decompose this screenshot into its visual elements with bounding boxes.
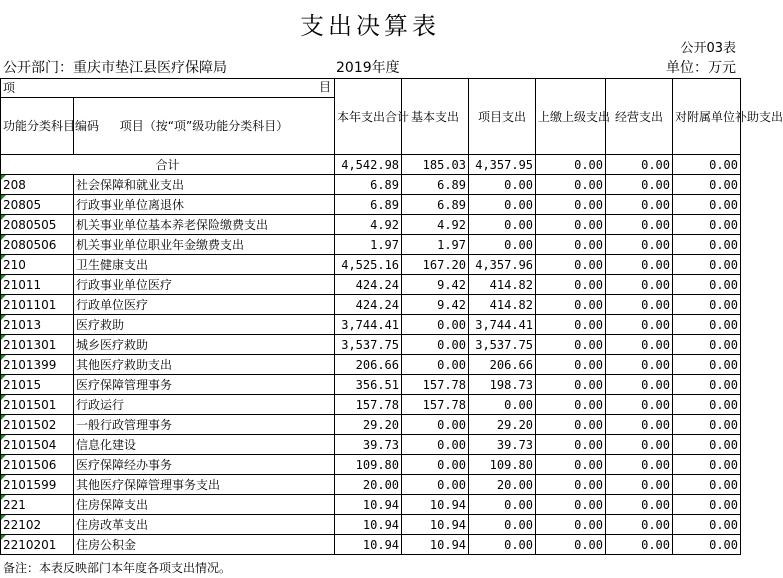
row-value: 0.00 [536,295,606,315]
table-row [1,375,741,395]
row-value: 0.00 [469,495,536,515]
row-value: 10.94 [335,495,402,515]
row-name: 城乡医疗救助 [74,335,335,355]
table-row [1,215,741,235]
row-value: 0.00 [536,275,606,295]
row-value: 4,525.16 [335,255,402,275]
row-value: 198.73 [469,375,536,395]
row-value: 0.00 [536,475,606,495]
row-value: 10.94 [335,515,402,535]
row-code: 21013 [1,315,74,335]
row-value: 0.00 [673,255,741,275]
row-value: 0.00 [673,435,741,455]
row-value: 0.00 [536,255,606,275]
row-value: 0.00 [469,195,536,215]
row-value: 0.00 [673,355,741,375]
col-header-total: 本年支出合计 [335,79,402,155]
row-code: 20805 [1,195,74,215]
row-value: 0.00 [673,395,741,415]
row-value: 0.00 [536,355,606,375]
row-value: 0.00 [606,295,673,315]
total-cell: 0.00 [606,155,673,175]
row-value: 0.00 [673,455,741,475]
table-row [1,475,741,495]
row-value: 0.00 [606,495,673,515]
row-name: 其他医疗保障管理事务支出 [74,475,335,495]
row-name: 医疗保障管理事务 [74,375,335,395]
table-row [1,355,741,375]
row-value: 0.00 [673,535,741,555]
row-value: 0.00 [673,235,741,255]
footnote: 备注：本表反映部门本年度各项支出情况。 [3,561,232,575]
row-value: 20.00 [335,475,402,495]
row-value: 0.00 [673,335,741,355]
row-value: 0.00 [606,175,673,195]
row-value: 9.42 [402,275,469,295]
row-value: 0.00 [606,335,673,355]
row-name: 一般行政管理事务 [74,415,335,435]
col-header-project: 项目支出 [469,79,536,155]
row-value: 0.00 [673,495,741,515]
table-row [1,195,741,215]
row-value: 0.00 [606,195,673,215]
row-name: 信息化建设 [74,435,335,455]
row-code: 210 [1,255,74,275]
row-value: 0.00 [673,475,741,495]
row-value: 0.00 [402,475,469,495]
row-value: 3,744.41 [335,315,402,335]
department-label: 公开部门：重庆市垫江县医疗保障局 [3,60,227,76]
row-value: 4.92 [335,215,402,235]
row-value: 0.00 [536,175,606,195]
form-number: 公开03表 [680,41,736,56]
row-name: 行政事业单位离退休 [74,195,335,215]
row-value: 0.00 [673,295,741,315]
row-value: 424.24 [335,275,402,295]
row-value: 167.20 [402,255,469,275]
total-row [1,155,741,175]
row-value: 0.00 [536,455,606,475]
row-code: 2210201 [1,535,74,555]
col-header-basic: 基本支出 [402,79,469,155]
row-value: 0.00 [673,375,741,395]
row-value: 3,537.75 [469,335,536,355]
row-name: 医疗救助 [74,315,335,335]
row-name: 行政事业单位医疗 [74,275,335,295]
table-row [1,495,741,515]
total-cell: 0.00 [536,155,606,175]
row-value: 9.42 [402,295,469,315]
total-cell: 4,357.95 [469,155,536,175]
row-value: 157.78 [335,395,402,415]
row-value: 0.00 [606,535,673,555]
row-value: 0.00 [469,535,536,555]
row-code: 2101502 [1,415,74,435]
row-name: 机关事业单位基本养老保险缴费支出 [74,215,335,235]
row-value: 29.20 [335,415,402,435]
row-value: 3,744.41 [469,315,536,335]
row-value: 0.00 [606,375,673,395]
row-code: 2080505 [1,215,74,235]
row-value: 10.94 [402,495,469,515]
row-value: 3,537.75 [335,335,402,355]
table-row [1,435,741,455]
row-value: 4,357.96 [469,255,536,275]
row-value: 6.89 [335,195,402,215]
row-value: 0.00 [606,235,673,255]
row-value: 0.00 [536,535,606,555]
row-name: 行政运行 [74,395,335,415]
row-value: 0.00 [536,215,606,235]
fiscal-year: 2019年度 [336,60,400,76]
row-value: 39.73 [469,435,536,455]
row-value: 0.00 [536,495,606,515]
row-value: 0.00 [673,215,741,235]
row-name: 卫生健康支出 [74,255,335,275]
row-code: 2101506 [1,455,74,475]
table-row [1,455,741,475]
row-value: 157.78 [402,395,469,415]
total-cell: 185.03 [402,155,469,175]
row-value: 0.00 [402,355,469,375]
row-value: 414.82 [469,295,536,315]
row-value: 0.00 [606,415,673,435]
row-value: 0.00 [673,315,741,335]
row-value: 0.00 [606,355,673,375]
row-value: 0.00 [536,395,606,415]
row-value: 0.00 [536,335,606,355]
row-code: 221 [1,495,74,515]
row-value: 109.80 [469,455,536,475]
row-value: 0.00 [402,455,469,475]
table-row [1,315,741,335]
row-value: 10.94 [402,535,469,555]
row-code: 21011 [1,275,74,295]
col-header-business: 经营支出 [606,79,673,155]
row-code: 21015 [1,375,74,395]
row-code: 2101501 [1,395,74,415]
col-header-subsidiary: 对附属单位补助支出 [673,79,741,155]
unit-label: 单位：万元 [666,60,736,76]
row-value: 0.00 [469,515,536,535]
row-value: 0.00 [606,395,673,415]
total-label: 合计 [1,155,335,175]
row-code: 2101301 [1,335,74,355]
row-value: 0.00 [606,275,673,295]
row-value: 206.66 [335,355,402,375]
table-row [1,535,741,555]
row-value: 0.00 [469,175,536,195]
row-code: 2101399 [1,355,74,375]
row-value: 1.97 [335,235,402,255]
row-value: 0.00 [402,335,469,355]
row-value: 109.80 [335,455,402,475]
row-value: 0.00 [402,315,469,335]
table-row [1,515,741,535]
row-value: 206.66 [469,355,536,375]
row-code: 2080506 [1,235,74,255]
table-row [1,275,741,295]
row-name: 住房保障支出 [74,495,335,515]
row-value: 0.00 [469,235,536,255]
row-value: 0.00 [606,475,673,495]
table-row [1,175,741,195]
row-value: 29.20 [469,415,536,435]
row-value: 6.89 [402,195,469,215]
row-value: 0.00 [536,195,606,215]
row-value: 0.00 [606,435,673,455]
row-value: 0.00 [536,235,606,255]
row-name: 住房改革支出 [74,515,335,535]
header-xiang: 项 [3,81,16,95]
row-value: 20.00 [469,475,536,495]
row-value: 0.00 [606,255,673,275]
row-code: 2101599 [1,475,74,495]
row-value: 0.00 [536,375,606,395]
row-name: 住房公积金 [74,535,335,555]
table-row [1,255,741,275]
table-row [1,415,741,435]
row-name: 机关事业单位职业年金缴费支出 [74,235,335,255]
row-value: 0.00 [673,195,741,215]
row-code: 2101101 [1,295,74,315]
total-cell: 0.00 [673,155,741,175]
row-value: 4.92 [402,215,469,235]
row-value: 157.78 [402,375,469,395]
row-value: 6.89 [335,175,402,195]
row-name: 行政单位医疗 [74,295,335,315]
expenditure-table [0,78,783,555]
row-value: 0.00 [469,395,536,415]
total-cell: 4,542.98 [335,155,402,175]
row-value: 0.00 [606,315,673,335]
row-code: 22102 [1,515,74,535]
col-header-name: 项目（按“项”级功能分类科目） [74,98,335,155]
row-value: 6.89 [402,175,469,195]
col-header-upper: 上缴上级支出 [536,79,606,155]
header-mu: 目 [319,80,332,94]
row-value: 0.00 [673,515,741,535]
row-code: 208 [1,175,74,195]
table-row [1,235,741,255]
row-value: 424.24 [335,295,402,315]
row-value: 1.97 [402,235,469,255]
row-value: 0.00 [606,515,673,535]
row-value: 39.73 [335,435,402,455]
row-value: 10.94 [402,515,469,535]
header-xiang-mu [1,79,335,98]
table-row [1,335,741,355]
row-value: 0.00 [536,515,606,535]
row-value: 0.00 [536,315,606,335]
row-name: 其他医疗救助支出 [74,355,335,375]
row-value: 0.00 [536,435,606,455]
row-value: 0.00 [469,215,536,235]
row-value: 0.00 [606,455,673,475]
table-row [1,395,741,415]
row-value: 0.00 [673,415,741,435]
row-name: 医疗保障经办事务 [74,455,335,475]
row-code: 2101504 [1,435,74,455]
row-value: 10.94 [335,535,402,555]
col-header-code: 功能分类科目编码 [1,98,74,155]
row-value: 356.51 [335,375,402,395]
row-name: 社会保障和就业支出 [74,175,335,195]
row-value: 0.00 [673,175,741,195]
row-value: 0.00 [606,215,673,235]
row-value: 414.82 [469,275,536,295]
row-value: 0.00 [673,275,741,295]
table-row [1,295,741,315]
row-value: 0.00 [402,415,469,435]
page-title: 支出决算表 [300,12,440,40]
row-value: 0.00 [402,435,469,455]
row-value: 0.00 [536,415,606,435]
